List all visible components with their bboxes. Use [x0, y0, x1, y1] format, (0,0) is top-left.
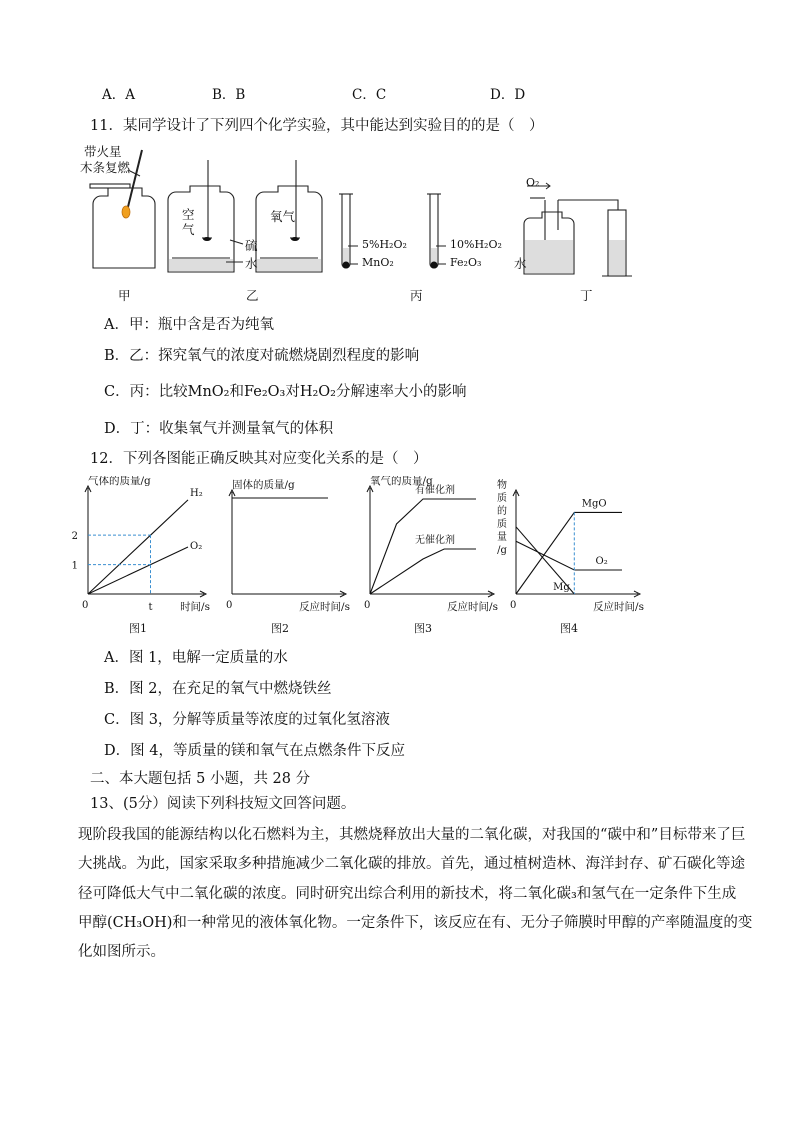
bing-tube1-liquid: 5%H₂O₂	[362, 238, 407, 251]
chart3-series-label: 无催化剂	[415, 535, 455, 546]
chart2-xlabel: 反应时间/s	[299, 601, 350, 613]
chart2-ylabel: 固体的质量/g	[232, 479, 295, 491]
chart1-series-line	[88, 547, 188, 594]
chart3-xlabel: 反应时间/s	[447, 601, 498, 613]
yi-left-gas-1: 空	[182, 207, 195, 222]
caption-jia: 甲	[118, 288, 131, 303]
yi-left-gas-2: 气	[182, 222, 195, 237]
q12-option-d: D．图 4，等质量的镁和氧气在点燃条件下反应	[104, 743, 405, 759]
ding-gas: O₂	[526, 176, 540, 189]
chart1-series-label: H₂	[190, 487, 203, 499]
chart4-ylabel-part: 量	[497, 532, 507, 543]
jia-label-line2: 木条复燃	[80, 160, 131, 175]
chart3-ylabel: 氧气的质量/g	[370, 476, 433, 487]
q12-stem: 12．下列各图能正确反映其对应变化关系的是（ ）	[90, 451, 428, 467]
chart3-caption: 图3	[414, 622, 432, 635]
q12-option-b: B．图 2，在充足的氧气中燃烧铁丝	[104, 681, 332, 697]
chart1-ytick: 2	[71, 531, 78, 543]
chart3-series-line	[370, 499, 476, 594]
chart1-ylabel: 气体的质量/g	[88, 476, 151, 487]
chart4-caption: 图4	[560, 622, 578, 635]
caption-bing: 丙	[410, 288, 423, 303]
chart4-ylabel-part: /g	[497, 545, 507, 556]
bottle-yi-left	[168, 160, 234, 272]
chart1-caption: 图1	[129, 622, 147, 635]
chart1-ytick: 1	[71, 560, 78, 572]
q12-charts	[70, 476, 650, 636]
yi-sulfur: 硫	[245, 238, 258, 253]
chart4-ylabel-part: 质	[497, 493, 507, 504]
section-heading: 二、本大题包括 5 小题，共 28 分	[90, 771, 311, 787]
chart4-ylabel-part: 质	[497, 519, 507, 530]
yi-water: 水	[245, 256, 258, 271]
chart3-series-line	[370, 549, 476, 594]
q12-option-c: C．图 3，分解等质量等浓度的过氧化氢溶液	[104, 712, 390, 728]
prev-option-d: D．D	[490, 87, 526, 103]
q13-paragraph	[78, 821, 753, 967]
chart3-origin: 0	[364, 600, 371, 611]
prev-option-b: B．B	[212, 87, 246, 103]
chart1-series-line	[88, 500, 188, 594]
chart1-xtick: t	[148, 602, 153, 613]
chart4-series-label: O₂	[595, 556, 608, 567]
chart4-series-label: MgO	[581, 498, 607, 510]
bottle-jia	[90, 184, 155, 268]
jia-label-line1: 带火星	[84, 144, 122, 159]
chart4-xlabel: 反应时间/s	[593, 601, 644, 613]
chart1-origin: 0	[82, 600, 89, 611]
q13-line-4: 甲醇(CH₃OH)和一种常见的液体氧化物。一定条件下，该反应在有、无分子筛膜时甲醇的产率随温度的变	[78, 914, 753, 931]
q13-line-1: 现阶段我国的能源结构以化石燃料为主，其燃烧释放出大量的二氧化碳，对我国的“碳中和”目标带来了巨	[78, 827, 746, 843]
ding-water: 水	[514, 256, 527, 271]
chart4-ylabel-part: 物	[497, 480, 507, 491]
q11-option-d: D．丁：收集氧气并测量氧气的体积	[104, 421, 334, 437]
bing-tube2-solid: Fe₂O₃	[450, 256, 482, 269]
q13-stem: 13、(5分）阅读下列科技短文回答问题。	[90, 796, 356, 812]
prev-option-c: C．C	[352, 87, 387, 103]
yi-right-gas: 氧气	[270, 209, 296, 224]
q11-apparatus-figure	[80, 140, 640, 305]
caption-ding: 丁	[580, 288, 593, 303]
q13-line-2: 大挑战。为此，国家采取多种措施减少二氧化碳的排放。首先，通过植树造林、海洋封存、矿石碳化等途	[78, 856, 745, 873]
q11-option-a: A．甲：瓶中含是否为纯氧	[104, 317, 274, 333]
chart4-ylabel-part: 的	[497, 506, 507, 517]
chart2-origin: 0	[226, 600, 233, 611]
chart4-series-label: Mg	[553, 582, 570, 593]
q12-option-a: A．图 1，电解一定质量的水	[104, 650, 288, 666]
q13-line-3: 径可降低大气中二氧化碳的浓度。同时研究出综合利用的新技术，将二氧化碳₃和氢气在一定条件下生成	[78, 885, 737, 902]
q13-line-5: 化如图所示。	[78, 944, 165, 961]
q11-option-c: C．丙：比较MnO₂和Fe₂O₃对H₂O₂分解速率大小的影响	[104, 384, 467, 400]
q11-stem: 11．某同学设计了下列四个化学实验，其中能达到实验目的的是（ ）	[90, 118, 544, 134]
chart1-xlabel: 时间/s	[180, 601, 210, 613]
chart2-caption: 图2	[271, 622, 289, 635]
caption-yi: 乙	[246, 288, 259, 303]
bing-tube1-solid: MnO₂	[362, 256, 394, 269]
prev-option-a: A．A	[102, 87, 135, 103]
chart3-series-label: 有催化剂	[415, 485, 455, 496]
q11-option-b: B．乙：探究氧气的浓度对硫燃烧剧烈程度的影响	[104, 348, 420, 364]
chart4-origin: 0	[510, 600, 517, 611]
chart1-series-label: O₂	[190, 540, 203, 552]
bing-tube2-liquid: 10%H₂O₂	[450, 238, 502, 251]
